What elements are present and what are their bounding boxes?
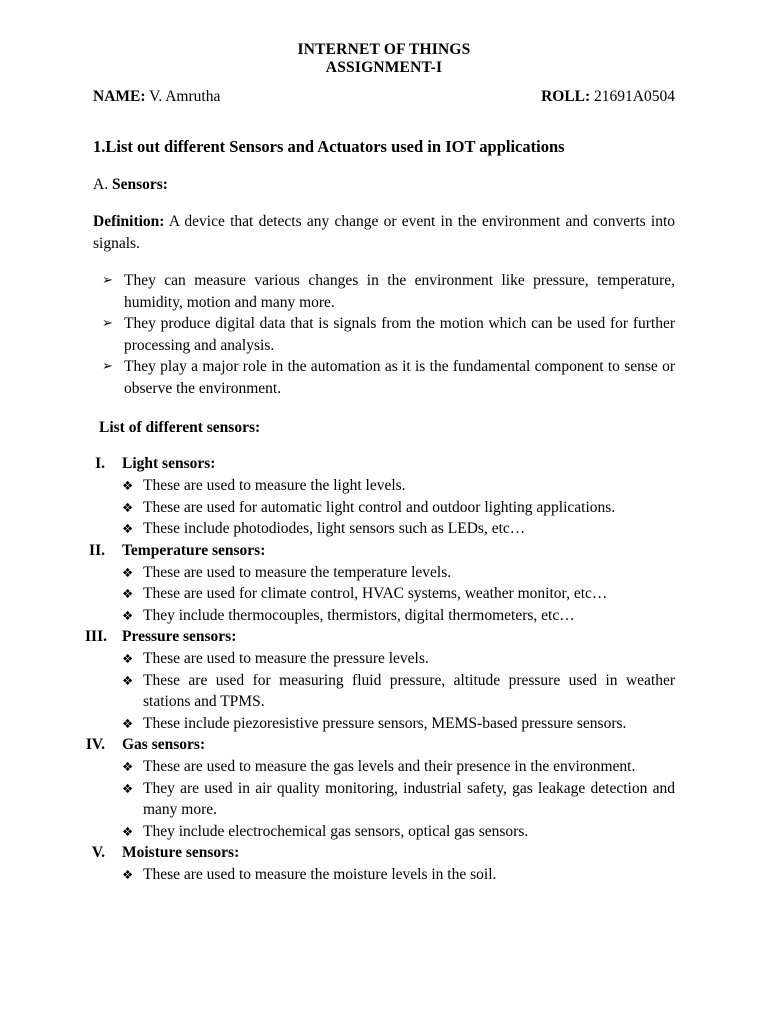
diamond-bullet-icon: ❖ bbox=[122, 780, 134, 796]
list-item-text: They play a major role in the automation as it is the fundamental component to sense or observe the environment. bbox=[124, 358, 675, 397]
diamond-bullet-icon: ❖ bbox=[122, 586, 134, 601]
list-item bbox=[122, 756, 675, 778]
sensor-section-light bbox=[93, 453, 675, 540]
document-title-secondary: ASSIGNMENT-I bbox=[325, 59, 443, 76]
sensor-section-gas bbox=[85, 734, 675, 842]
list-item-text: These include photodiodes, light sensors such as LEDs, etc… bbox=[143, 520, 526, 537]
list-item bbox=[122, 475, 675, 497]
list-item bbox=[122, 605, 675, 627]
student-roll-value: 21691A0504 bbox=[594, 88, 675, 105]
diamond-bullet-icon: ❖ bbox=[122, 759, 134, 774]
arrow-bullet-icon: ➢ bbox=[102, 273, 113, 288]
list-item-text: They include electrochemical gas sensors, optical gas sensors. bbox=[143, 822, 529, 840]
list-item-text: They can measure various changes in the environment like pressure, temperature, humidity, motion and many more. bbox=[124, 272, 675, 311]
student-roll-label: ROLL: bbox=[541, 88, 591, 105]
diamond-bullet-icon: ❖ bbox=[122, 672, 134, 688]
list-item bbox=[122, 497, 675, 519]
student-name-value: V. Amrutha bbox=[149, 88, 221, 105]
definition-label: Definition: bbox=[93, 213, 165, 230]
definition-text: A device that detects any change or event in the environment and converts into signals. bbox=[93, 213, 676, 252]
student-identity-row bbox=[93, 87, 675, 106]
student-name-field bbox=[93, 87, 220, 106]
document-header bbox=[0, 0, 768, 77]
section-a-label: A. bbox=[93, 176, 109, 193]
list-item bbox=[122, 583, 675, 605]
sensor-type-sections bbox=[85, 453, 675, 886]
sensor-section-heading bbox=[93, 453, 675, 475]
list-item bbox=[122, 670, 675, 713]
sensor-section-heading bbox=[85, 734, 675, 756]
sensor-numeral: III. bbox=[85, 628, 107, 645]
sensor-section-moisture bbox=[93, 842, 675, 886]
document-body bbox=[85, 137, 676, 886]
diamond-bullet-icon: ❖ bbox=[122, 823, 134, 839]
sensor-section-heading bbox=[93, 842, 675, 864]
diamond-bullet-icon: ❖ bbox=[122, 564, 134, 580]
sensor-section-heading bbox=[89, 540, 675, 562]
document-title-primary: INTERNET OF THINGS bbox=[297, 41, 471, 58]
sensor-characteristics-list bbox=[102, 270, 675, 399]
sensor-name: Moisture sensors: bbox=[122, 844, 240, 861]
list-item bbox=[102, 270, 675, 313]
student-name-label: NAME: bbox=[93, 88, 146, 105]
diamond-bullet-icon: ❖ bbox=[122, 478, 134, 493]
list-item-text: They produce digital data that is signals from the motion which can be used for further processing and analysis. bbox=[124, 315, 675, 354]
sensor-definition-paragraph bbox=[93, 211, 675, 254]
diamond-bullet-icon: ❖ bbox=[122, 715, 134, 731]
diamond-bullet-icon: ❖ bbox=[122, 499, 134, 515]
sensor-numeral: IV. bbox=[85, 736, 105, 753]
student-roll-field bbox=[541, 87, 675, 106]
list-item bbox=[122, 518, 675, 540]
diamond-bullet-icon: ❖ bbox=[122, 521, 134, 536]
sensor-list-intro: List of different sensors: bbox=[99, 419, 261, 436]
list-item-text: They are used in air quality monitoring, industrial safety, gas leakage detection and many more. bbox=[143, 779, 675, 818]
list-item bbox=[122, 864, 675, 886]
sensor-detail-list bbox=[122, 562, 675, 627]
list-item bbox=[102, 356, 675, 399]
sensor-section-pressure bbox=[85, 626, 675, 734]
list-item bbox=[122, 778, 675, 821]
sensor-name: Temperature sensors: bbox=[122, 541, 266, 559]
list-item-text: These are used to measure the pressure levels. bbox=[143, 650, 429, 667]
list-item-text: These include piezoresistive pressure sensors, MEMS-based pressure sensors. bbox=[143, 714, 627, 732]
sensor-detail-list bbox=[122, 648, 675, 734]
list-item bbox=[122, 562, 675, 584]
sensor-name: Pressure sensors: bbox=[122, 628, 237, 645]
section-a-heading bbox=[93, 175, 675, 195]
sensor-numeral: I. bbox=[95, 455, 105, 472]
list-item bbox=[102, 313, 675, 356]
sensor-detail-list bbox=[122, 756, 675, 842]
list-item bbox=[122, 821, 675, 843]
list-item-text: These are used to measure the temperature levels. bbox=[143, 563, 452, 581]
arrow-bullet-icon: ➢ bbox=[102, 316, 113, 331]
list-item-text: These are used for climate control, HVAC systems, weather monitor, etc… bbox=[143, 585, 608, 602]
arrow-bullet-icon: ➢ bbox=[102, 359, 113, 374]
sensor-detail-list bbox=[122, 475, 675, 540]
list-item bbox=[122, 713, 675, 735]
question-heading: 1.List out different Sensors and Actuators used in IOT applications bbox=[93, 137, 565, 156]
list-item-text: These are used to measure the moisture levels in the soil. bbox=[143, 866, 497, 883]
list-item-text: These are used for measuring fluid pressure, altitude pressure used in weather stations and TPMS. bbox=[143, 671, 675, 710]
list-item-text: These are used for automatic light control and outdoor lighting applications. bbox=[143, 498, 616, 516]
sensor-section-temperature bbox=[89, 540, 675, 627]
sensor-name: Light sensors: bbox=[122, 455, 216, 472]
list-item-text: These are used to measure the light levels. bbox=[143, 477, 406, 494]
diamond-bullet-icon: ❖ bbox=[122, 651, 134, 666]
sensor-detail-list bbox=[122, 864, 675, 886]
diamond-bullet-icon: ❖ bbox=[122, 607, 134, 623]
diamond-bullet-icon: ❖ bbox=[122, 867, 134, 882]
list-item bbox=[122, 648, 675, 670]
sensor-numeral: II. bbox=[89, 541, 105, 559]
sensor-numeral: V. bbox=[91, 844, 105, 861]
section-a-title: Sensors: bbox=[111, 176, 168, 193]
sensor-name: Gas sensors: bbox=[122, 736, 206, 753]
list-item-text: These are used to measure the gas levels and their presence in the environment. bbox=[143, 758, 636, 775]
sensor-section-heading bbox=[85, 626, 675, 648]
list-item-text: They include thermocouples, thermistors, digital thermometers, etc… bbox=[143, 606, 575, 624]
